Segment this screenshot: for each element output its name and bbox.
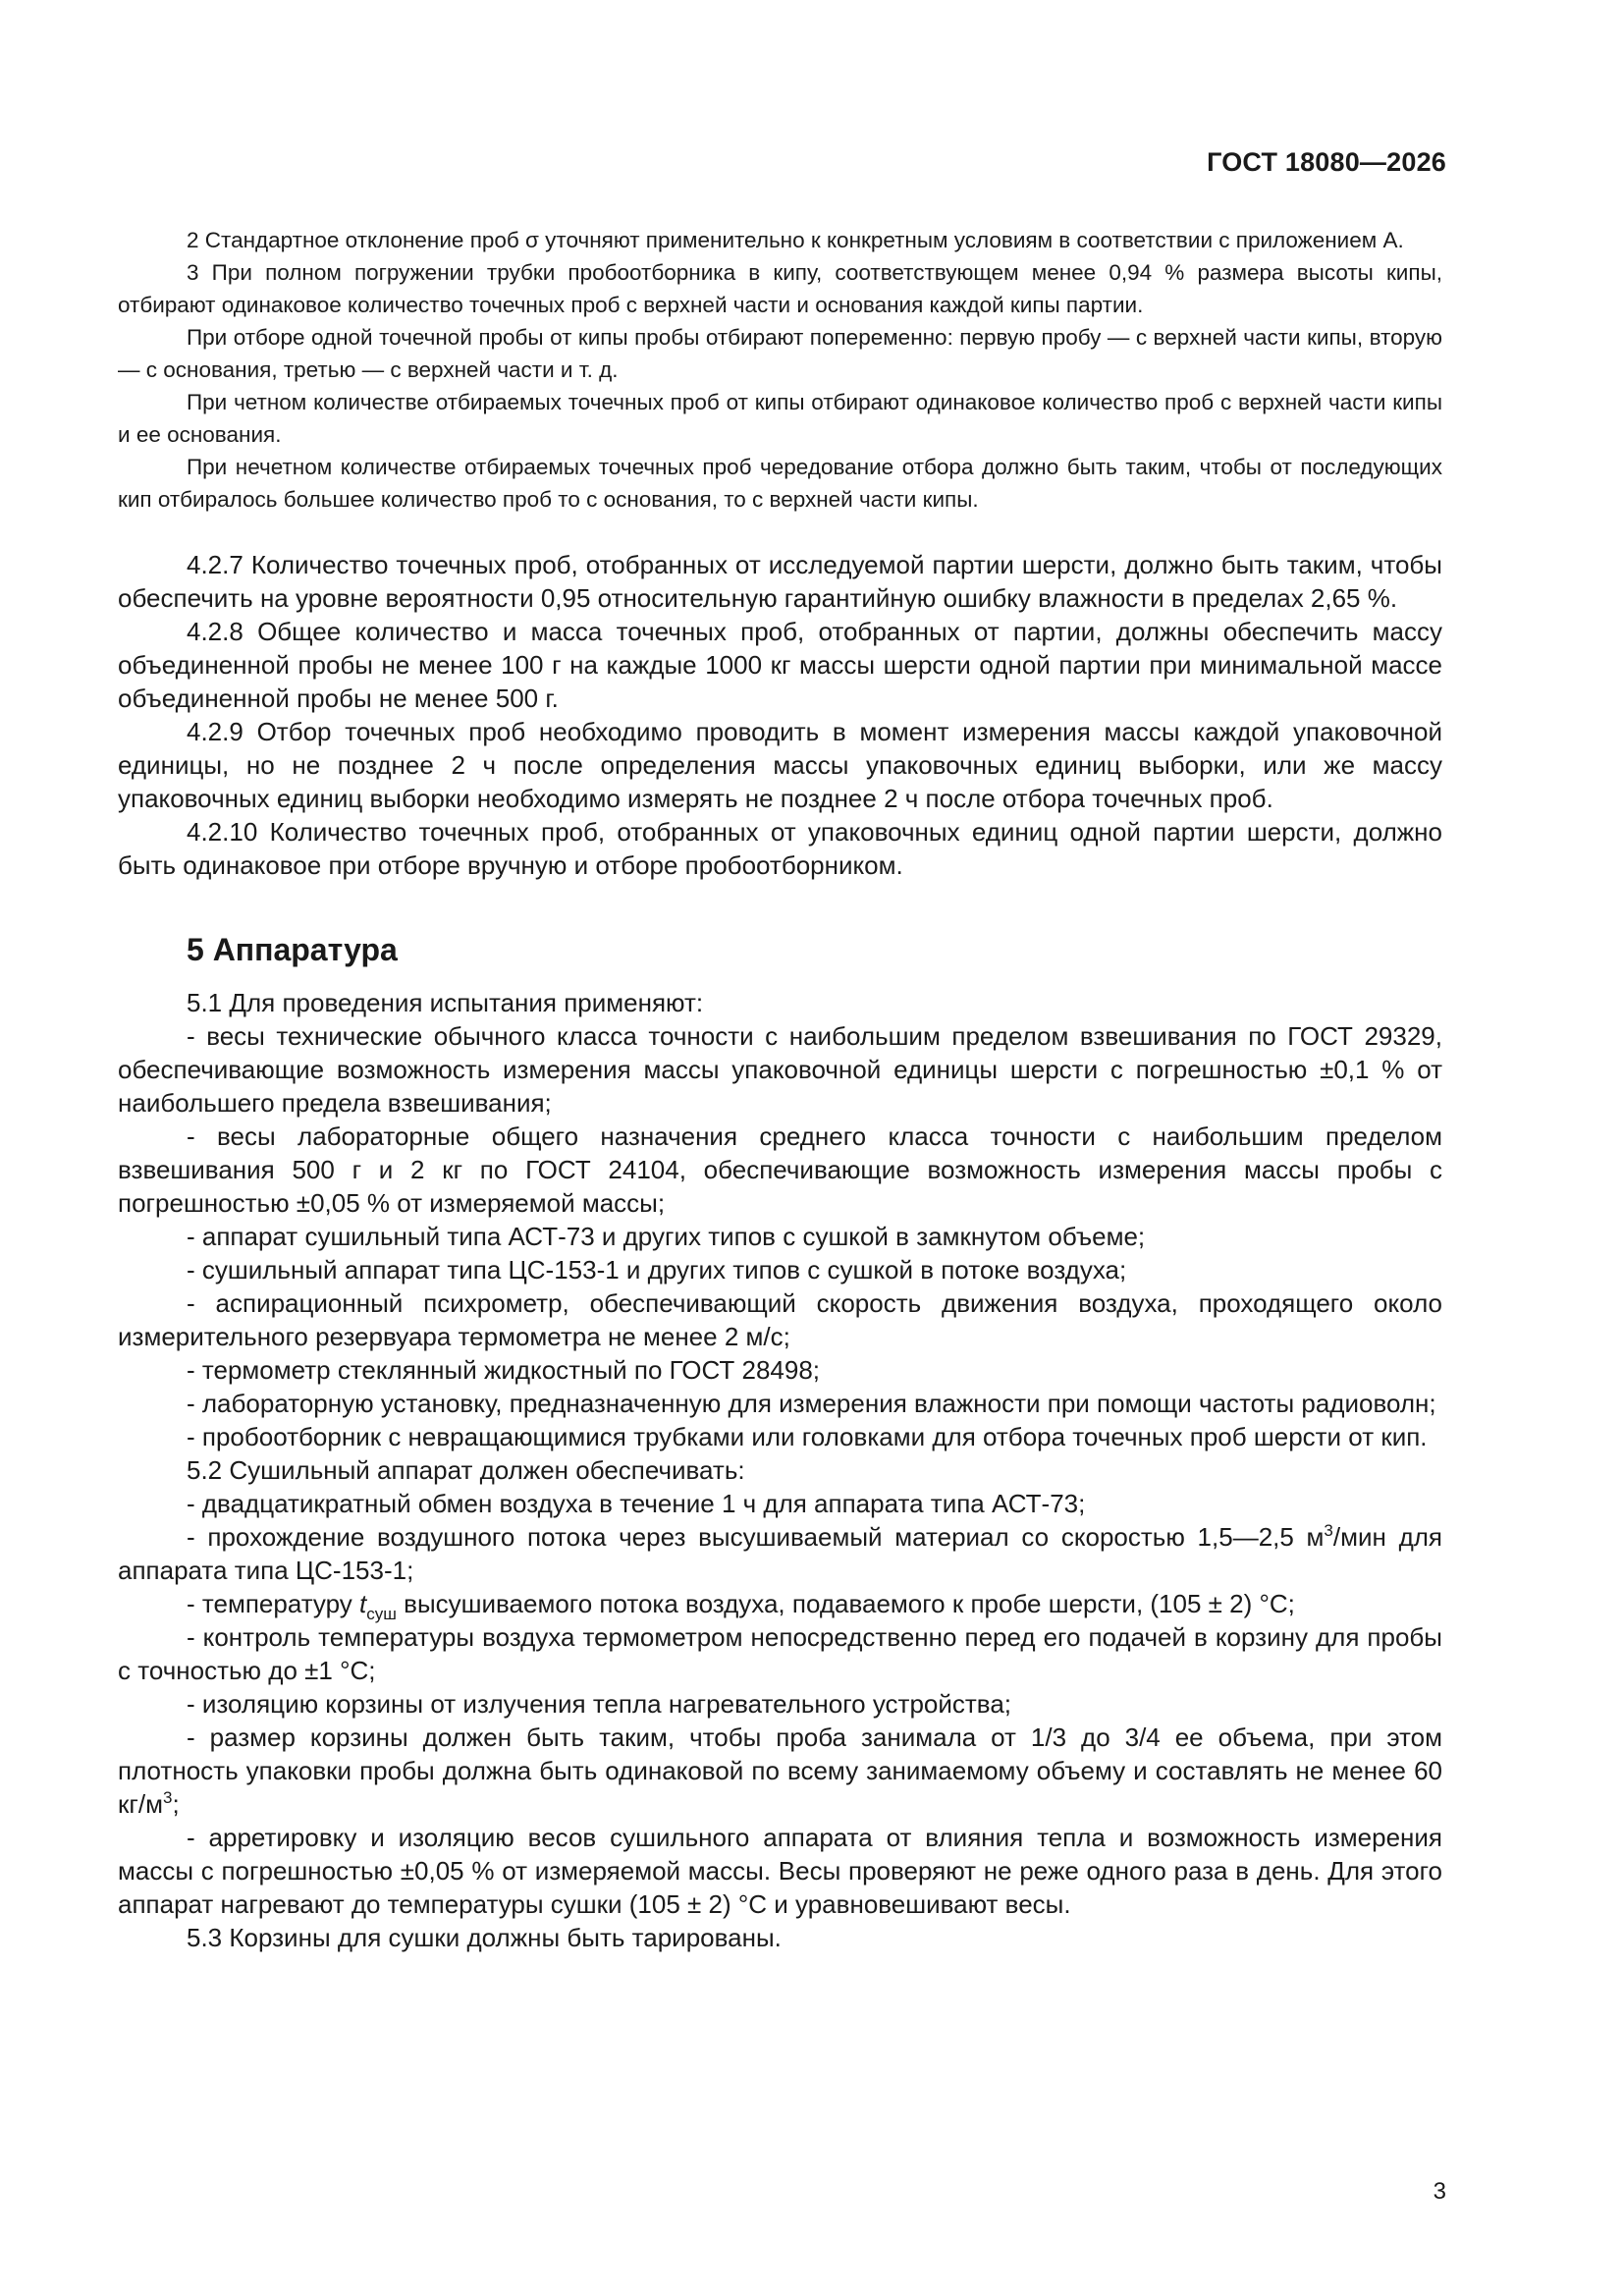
list-item (118, 1721, 1442, 1821)
list-item: - сушильный аппарат типа ЦС-153-1 и других типов с сушкой в потоке воздуха; (187, 1255, 1127, 1285)
list-item: - пробоотборник с невращающимися трубками или головками для отбора точечных проб шерсти от кип. (187, 1422, 1428, 1451)
page-number: 3 (1433, 2178, 1446, 2205)
text-run: /мин для аппарата типа ЦС-153-1; (118, 1522, 1442, 1585)
clause-paragraph: 5.3 Корзины для сушки должны быть тарированы. (187, 1923, 782, 1952)
list-item: - двадцатикратный обмен воздуха в течение 1 ч для аппарата типа АСТ-73; (187, 1489, 1086, 1518)
text-run: - размер корзины должен быть таким, чтобы проба занимала от 1/3 до 3/4 ее объема, при этом плотность упаковки пробы должна быть одинаковой по всему занимаемому объему и составлять не менее 60 кг/м (118, 1722, 1442, 1819)
list-item: - термометр стеклянный жидкостный по ГОСТ 28498; (187, 1355, 821, 1385)
list-item: - аппарат сушильный типа АСТ-73 и других типов с сушкой в замкнутом объеме; (187, 1222, 1146, 1251)
note-paragraph: При нечетном количестве отбираемых точечных проб чередование отбора должно быть таким, чтобы от последующих кип отбиралось большее количество проб то с основания, то с верхней части кипы. (118, 455, 1442, 512)
list-item: - весы технические обычного класса точности с наибольшим пределом взвешивания по ГОСТ 29329, обеспечивающие возможность измерения массы упаковочной единицы шерсти с погрешностью ±0,1 % от наибольшего предела взвешивания; (118, 1021, 1442, 1118)
notes-block (118, 224, 1442, 516)
list-item: - лабораторную установку, предназначенную для измерения влажности при помощи частоты радиоволн; (187, 1389, 1436, 1418)
text-run: ; (172, 1789, 180, 1819)
text-run: высушиваемого потока воздуха, подаваемого к пробе шерсти, (105 ± 2) °С; (396, 1589, 1295, 1618)
superscript: 3 (162, 1788, 173, 1807)
clause-paragraph: 5.2 Сушильный аппарат должен обеспечивать: (187, 1455, 745, 1485)
clause-paragraph: 4.2.10 Количество точечных проб, отобранных от упаковочных единиц одной партии шерсти, должно быть одинаковое при отборе вручную и отборе пробоотборником. (118, 817, 1442, 880)
text-run: - температуру (187, 1589, 360, 1618)
list-item: - контроль температуры воздуха термометром непосредственно перед его подачей в корзину для пробы с точностью до ±1 °С; (118, 1622, 1442, 1685)
list-item (118, 1520, 1442, 1587)
superscript: 3 (1324, 1521, 1333, 1540)
document-header: ГОСТ 18080—2026 (1207, 147, 1446, 177)
note-paragraph: 3 При полном погружении трубки пробоотборника в кипу, соответствующем менее 0,94 % размера высоты кипы, отбирают одинаковое количество точечных проб с верхней части и основания каждой кипы партии. (118, 260, 1442, 317)
clause-paragraph: 4.2.7 Количество точечных проб, отобранных от исследуемой партии шерсти, должно быть таким, чтобы обеспечить на уровне вероятности 0,95 относительную гарантийную ошибку влажности в пределах 2,65 %. (118, 550, 1442, 613)
section-heading: 5 Аппаратура (187, 932, 398, 967)
list-item: - изоляцию корзины от излучения тепла нагревательного устройства; (187, 1689, 1012, 1719)
list-item: - весы лабораторные общего назначения среднего класса точности с наибольшим пределом взвешивания 500 г и 2 кг по ГОСТ 24104, обеспечивающие возможность измерения массы пробы с погрешностью ±0,05 % от измеряемой массы; (118, 1121, 1442, 1218)
list-item: - аспирационный психрометр, обеспечивающий скорость движения воздуха, проходящего около измерительного резервуара термометра не менее 2 м/с; (118, 1288, 1442, 1351)
list-item: - арретировку и изоляцию весов сушильного аппарата от влияния тепла и возможность измерения массы с погрешностью ±0,05 % от измеряемой массы. Весы проверяют не реже одного раза в день. Для этого аппарат нагревают до температуры сушки (105 ± 2) °С и уравновешивают весы. (118, 1823, 1442, 1919)
clause-paragraph: 4.2.8 Общее количество и масса точечных проб, отобранных от партии, должны обеспечить массу объединенной пробы не менее 100 г на каждые 1000 кг массы шерсти одной партии при минимальной массе объединенной пробы не менее 500 г. (118, 617, 1442, 713)
clause-paragraph: 4.2.9 Отбор точечных проб необходимо проводить в момент измерения массы каждой упаковочной единицы, но не позднее 2 ч после определения массы упаковочных единиц выборки, или же массу упаковочных единиц выборки необходимо измерять не позднее 2 ч после отбора точечных проб. (118, 717, 1442, 813)
text-run: - прохождение воздушного потока через высушиваемый материал со скоростью 1,5—2,5 м (187, 1522, 1325, 1552)
variable: t (359, 1589, 367, 1618)
subscript: суш (366, 1605, 397, 1623)
clause-paragraph: 5.1 Для проведения испытания применяют: (187, 988, 704, 1017)
main-text (118, 548, 1442, 1954)
note-paragraph: 2 Стандартное отклонение проб σ уточняют применительно к конкретным условиям в соответствии с приложением А. (187, 228, 1404, 252)
note-paragraph: При отборе одной точечной пробы от кипы пробы отбирают попеременно: первую пробу — с верхней части кипы, вторую — с основания, третью — с верхней части и т. д. (118, 325, 1442, 382)
note-paragraph: При четном количестве отбираемых точечных проб от кипы отбирают одинаковое количество проб с верхней части кипы и ее основания. (118, 390, 1442, 447)
list-item (118, 1587, 1442, 1623)
section-heading-wrap (118, 882, 1442, 986)
